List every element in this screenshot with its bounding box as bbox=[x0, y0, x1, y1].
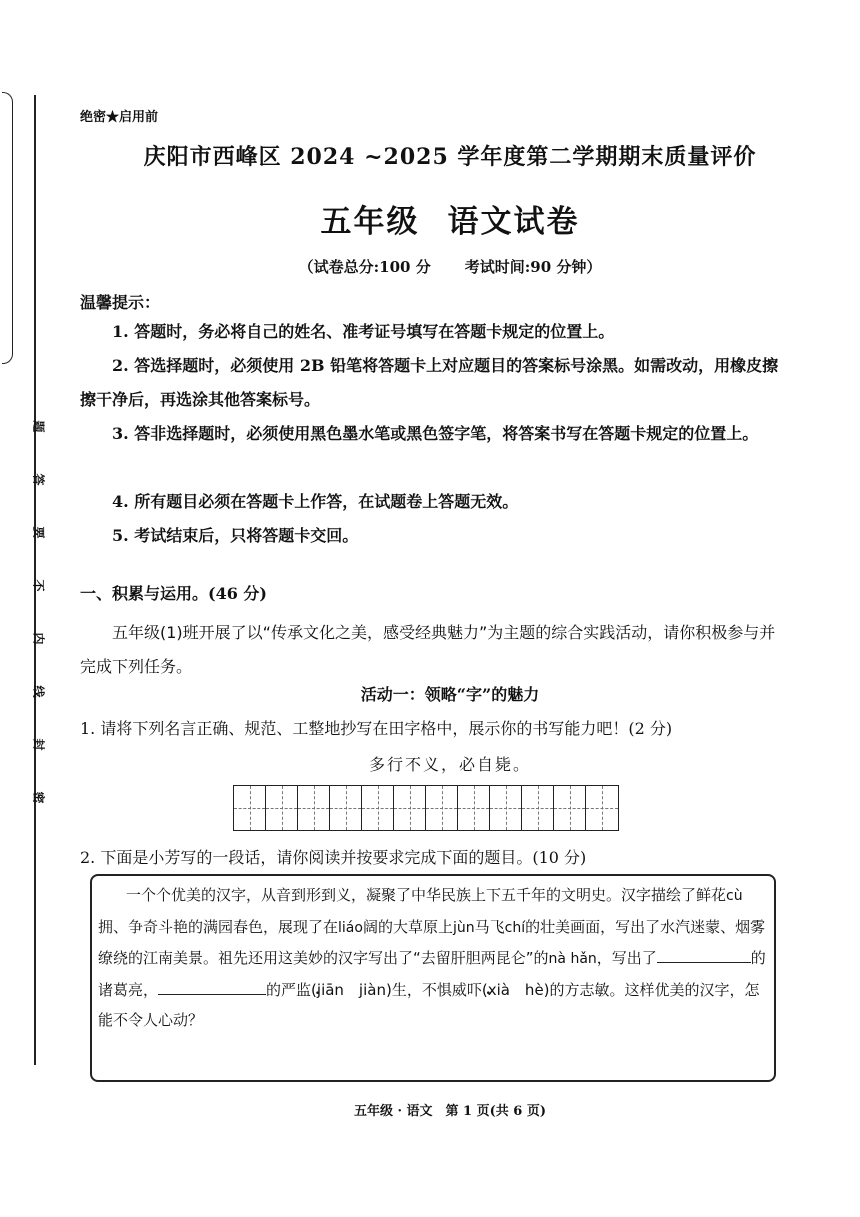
tianzige-grid[interactable] bbox=[233, 785, 619, 831]
tianzige-cell[interactable] bbox=[330, 786, 362, 830]
exam-title: 庆阳市西峰区 2024 ~2025 学年度第二学期期末质量评价 bbox=[143, 144, 757, 170]
pinyin: nà hǎn bbox=[548, 951, 597, 968]
tianzige-cell[interactable] bbox=[458, 786, 490, 830]
tip-item: 3. 答非选择题时，必须使用黑色墨水笔或黑色签字笔，将答案书写在答题卡规定的位置上。 bbox=[112, 424, 759, 443]
dotted-char: 监 bbox=[296, 980, 312, 999]
total-score: （试卷总分:100 分 bbox=[298, 258, 431, 276]
tip-item: 1. 答题时，务必将自己的姓名、准考证号填写在答题卡规定的位置上。 bbox=[112, 322, 615, 341]
tip-item: 4. 所有题目必须在答题卡上作答，在试题卷上答题无效。 bbox=[112, 492, 519, 511]
pinyin: chí bbox=[504, 919, 526, 936]
tianzige-cell[interactable] bbox=[362, 786, 394, 830]
seal-char: 要 bbox=[31, 526, 46, 539]
passage-box bbox=[90, 874, 776, 1082]
tip-item: 5. 考试结束后，只将答题卡交回。 bbox=[112, 526, 359, 545]
subject-label: 语文试卷 bbox=[447, 204, 580, 240]
seal-char: 密 bbox=[31, 791, 46, 804]
dotted-char: 吓 bbox=[466, 980, 482, 999]
tianzige-cell[interactable] bbox=[554, 786, 586, 830]
fill-blank[interactable] bbox=[158, 978, 208, 995]
tianzige-cell[interactable] bbox=[266, 786, 298, 830]
exam-meta bbox=[40, 256, 860, 277]
seal-char: 答 bbox=[31, 473, 46, 486]
tianzige-cell[interactable] bbox=[234, 786, 266, 830]
pinyin: jùn bbox=[452, 919, 475, 936]
seal-char: 不 bbox=[31, 579, 46, 592]
pinyin: liáo bbox=[338, 919, 363, 936]
binding-seal-text bbox=[10, 400, 46, 824]
grade-label: 五年级 bbox=[320, 204, 420, 240]
tianzige-cell[interactable] bbox=[298, 786, 330, 830]
seal-char: 线 bbox=[31, 685, 46, 698]
tianzige-cell[interactable] bbox=[394, 786, 426, 830]
question-2-prompt: 2. 下面是小芳写的一段话，请你阅读并按要求完成下面的题目。(10 分) bbox=[80, 848, 587, 867]
exam-time: 考试时间:90 分钟） bbox=[464, 258, 602, 276]
motto-text: 多行不义，必自毙。 bbox=[368, 755, 531, 774]
tianzige-cell[interactable] bbox=[522, 786, 554, 830]
tip-item: 2. 答选择题时，必须使用 2B 铅笔将答题卡上对应题目的答案标号涂黑。如需改动，用橡皮擦擦干净后，再选涂其他答案标号。 bbox=[80, 356, 779, 409]
tianzige-cell[interactable] bbox=[426, 786, 458, 830]
fill-blank[interactable] bbox=[657, 946, 751, 963]
tips-heading: 温馨提示： bbox=[80, 293, 161, 312]
passage-text: 一个个优美的汉字，从音到形到义，凝聚了中华民族上下五千年的文明史。汉字描绘了鲜花cù拥、争奇斗艳的满园春色，展现了在liáo阔的大草原上jùn马飞chí的壮美画面，写出了水汽迷蒙、烟雾缭绕的江南美景。祖先还用这美妙的汉字写出了“去留肝胆两昆仑”的nà hǎn，写出了 的诸葛亮， 的严监(jiān jiàn)生，不惧威吓(xià hè)的方志敏。这样优美的汉字，怎能不令人心动？ bbox=[98, 886, 766, 1030]
section-heading: 一、积累与运用。(46 分) bbox=[80, 584, 267, 603]
tianzige-cell[interactable] bbox=[586, 786, 618, 830]
confidential-mark: 绝密★启用前 bbox=[80, 110, 159, 125]
tianzige-cell[interactable] bbox=[490, 786, 522, 830]
activity-title: 活动一：领略“字”的魅力 bbox=[360, 685, 540, 704]
seal-char: 封 bbox=[31, 738, 46, 751]
seal-char: 题 bbox=[31, 420, 46, 433]
page-footer: 五年级 · 语文 第 1 页(共 6 页) bbox=[353, 1104, 547, 1119]
seal-char: 内 bbox=[31, 632, 46, 645]
question-1-prompt: 1. 请将下列名言正确、规范、工整地抄写在田字格中，展示你的书写能力吧！(2 分) bbox=[80, 719, 673, 738]
pinyin: cù bbox=[726, 888, 743, 904]
section-intro: 五年级(1)班开展了以“传承文化之美，感受经典魅力”为主题的综合实践活动，请你积极参与并完成下列任务。 bbox=[80, 623, 776, 676]
fill-blank[interactable] bbox=[208, 978, 266, 995]
exam-subtitle bbox=[40, 196, 860, 241]
binding-frame bbox=[2, 92, 13, 364]
